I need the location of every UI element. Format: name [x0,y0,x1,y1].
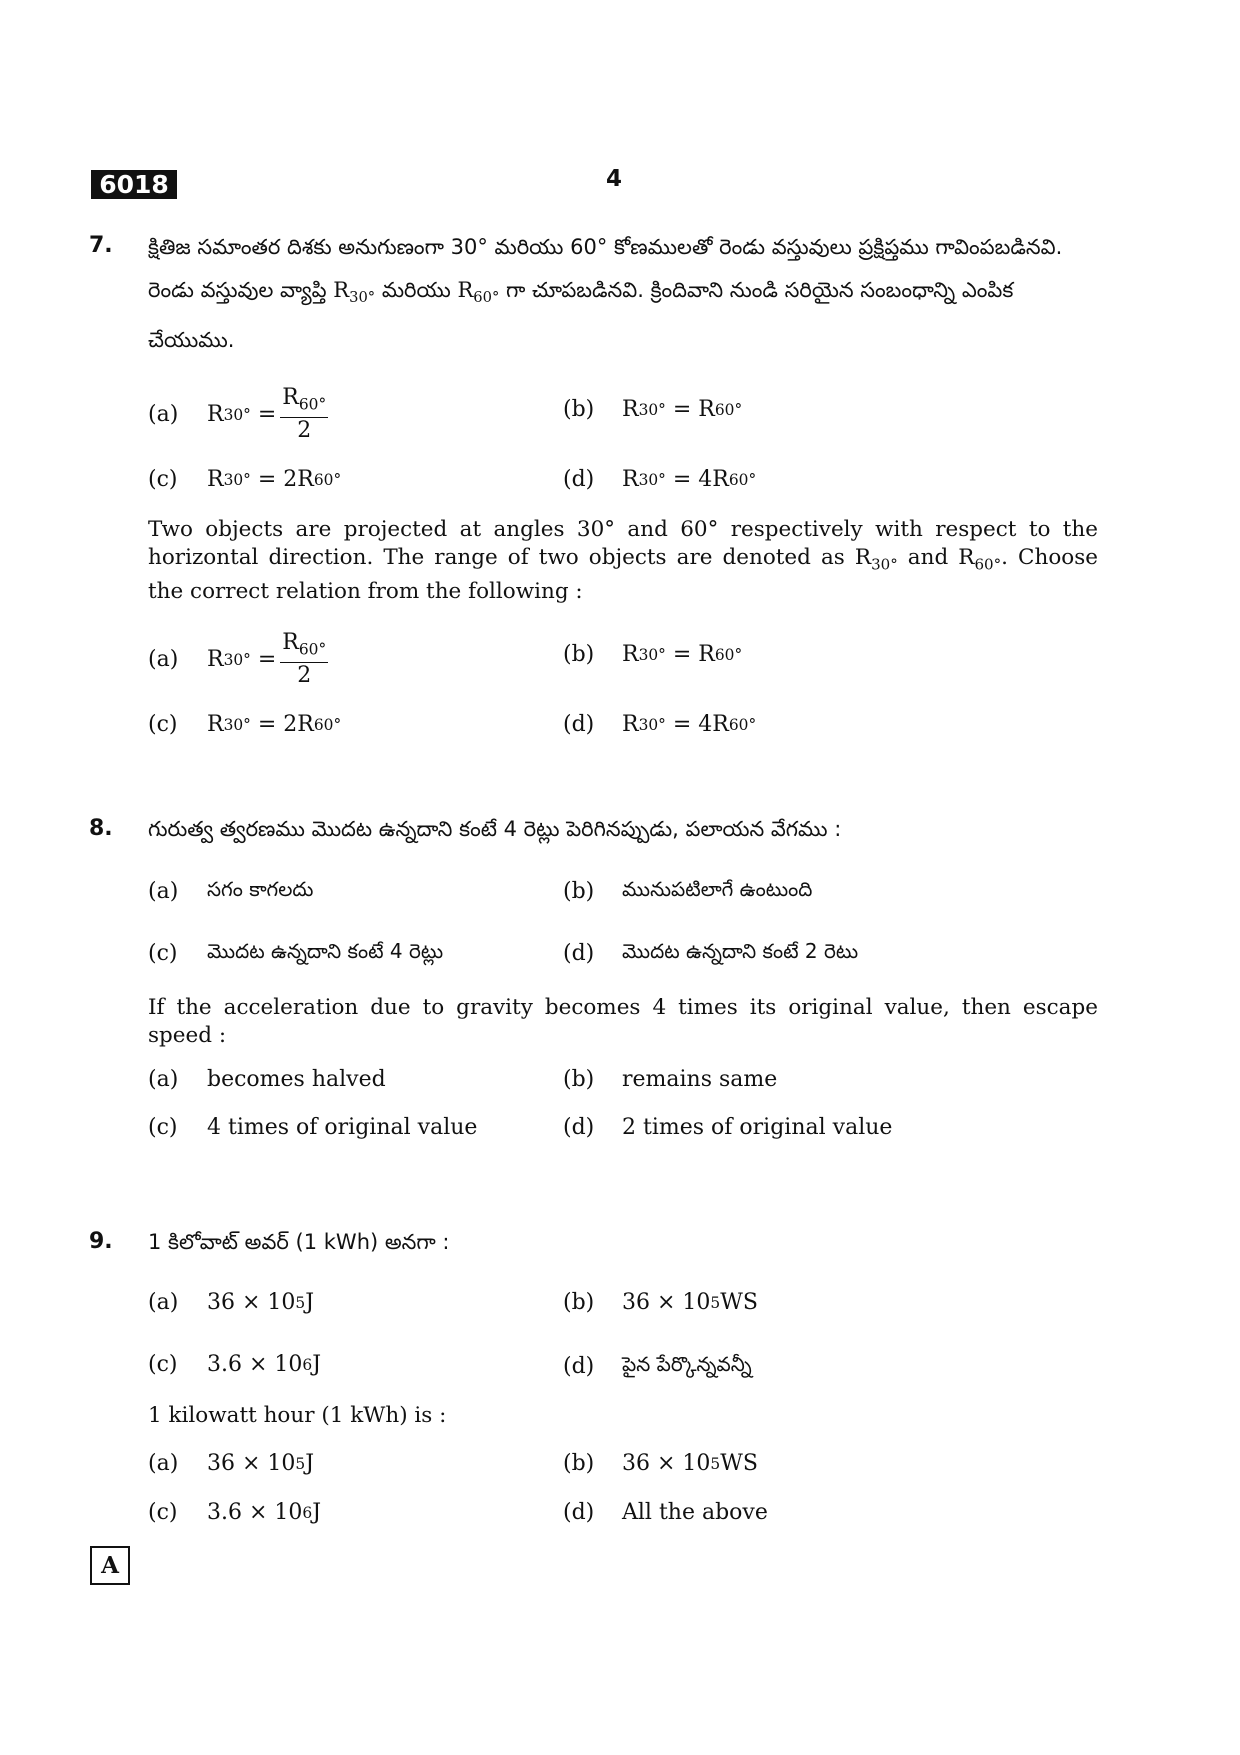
q9-en-option-d: (d) All the above [563,1500,768,1525]
q8-en-option-d: (d) 2 times of original value [563,1115,893,1140]
question-9-telugu: 1 కిలోవాట్ అవర్ (1 kWh) అనగా : [148,1230,450,1254]
q7-en-option-d: (d) R 30° = 4 R 60° [563,712,757,737]
paper-code-badge: 6018 [91,170,177,199]
question-8-telugu: గురుత్వ త్వరణము మొదట ఉన్నదాని కంటే 4 రెట్లు పెరిగినప్పుడు, పలాయన వేగము : [148,817,842,841]
q7-te-line3: చేయుము. [148,328,235,353]
q9-te-option-b: (b) 36 × 10 5 WS [563,1290,758,1315]
q9-en-option-b: (b) 36 × 10 5 WS [563,1451,758,1476]
q9-te-option-a: (a) 36 × 10 5 J [148,1290,315,1315]
q9-en-option-c: (c) 3.6 × 10 6 J [148,1500,322,1525]
q8-te-option-d: (d) మొదట ఉన్నదాని కంటే 2 రెటు [563,939,859,966]
q9-en-option-a: (a) 36 × 10 5 J [148,1451,315,1476]
question-8-english: If the acceleration due to gravity becomes 4 times its original value, then escape speed : [148,995,1098,1048]
question-7-english: Two objects are projected at angles 30° and 60° respectively with respect to the horizontal direction. The range of two objects are denoted as $R_{30^\circ}$ and $R_{60^\circ}$. Choose the correct relation from the following : [148,517,1098,605]
question-9-english: 1 kilowatt hour (1 kWh) is : [148,1403,447,1428]
question-9-number: 9. [89,1229,113,1254]
q7-en-option-b: (b) R 30° = R 60° [563,642,743,667]
q7-te-option-a: (a) R 30° = $\frac{R_{60^\circ}}{2}$ [148,385,327,444]
q7-te-line2: రెండు వస్తువుల వ్యాప్తి $R_{30^\circ}$ మరియు $R_{60^\circ}$ గా చూపబడినవి. క్రిందివాని నుండి సరియైన సంబంధాన్ని ఎంపిక [148,278,1014,307]
q8-te-option-c: (c) మొదట ఉన్నదాని కంటే 4 రెట్లు [148,939,444,966]
question-7-telugu [148,226,1098,362]
q8-en-option-a: (a) becomes halved [148,1067,386,1092]
q7-te-option-c: (c) R 30° = 2 R 60° [148,467,342,492]
q7-te-line1: క్షితిజ సమాంతర దిశకు అనుగుణంగా 30° మరియు 60° కోణములతో రెండు వస్తువులు ప్రక్షిప్తము గావింపబడినవి. [148,235,1063,259]
q8-en-option-b: (b) remains same [563,1067,778,1092]
question-8-number: 8. [89,816,113,841]
q8-te-option-b: (b) మునుపటిలాగే ఉంటుంది [563,877,813,904]
q8-en-option-c: (c) 4 times of original value [148,1115,478,1140]
page-number: 4 [606,166,623,192]
q7-te-option-b: (b) R 30° = R 60° [563,397,743,422]
q9-te-option-c: (c) 3.6 × 10 6 J [148,1352,322,1377]
q7-en-option-c: (c) R 30° = 2 R 60° [148,712,342,737]
q8-te-option-a: (a) సగం కాగలదు [148,877,314,904]
question-7-number: 7. [89,233,113,258]
q7-te-option-d: (d) R 30° = 4 R 60° [563,467,757,492]
set-letter-box: A [90,1546,130,1585]
q9-te-option-d: (d) పైన పేర్కొన్నవన్నీ [563,1352,752,1379]
q7-en-option-a: (a) R 30° = $\frac{R_{60^\circ}}{2}$ [148,630,327,689]
